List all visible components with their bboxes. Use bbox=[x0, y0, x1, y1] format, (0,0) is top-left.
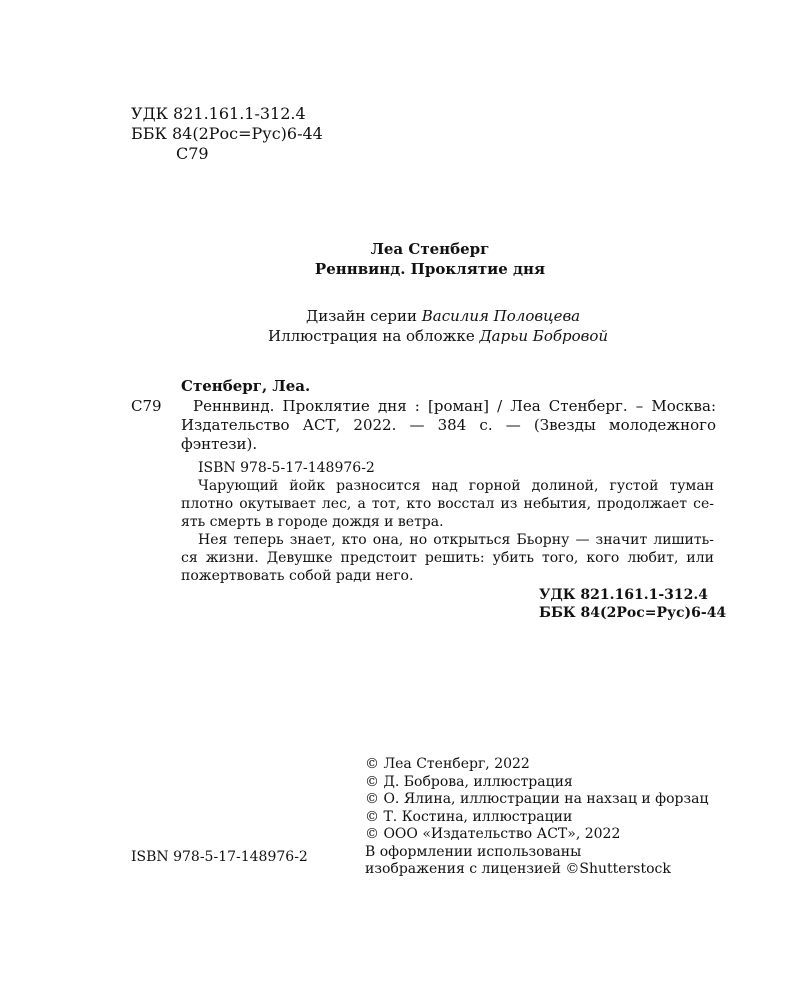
annotation-paragraph-1 bbox=[181, 477, 714, 531]
catalog-isbn: ISBN 978-5-17-148976-2 bbox=[198, 460, 375, 476]
copyright-line: © Т. Костина, иллюстрации bbox=[365, 808, 573, 825]
annotation-line: пожертвовать собой ради него. bbox=[181, 568, 414, 584]
author-mark-top: С79 bbox=[176, 144, 209, 163]
cover-illustration-prefix: Иллюстрация на обложке bbox=[268, 327, 480, 345]
copyright-line: © Леа Стенберг, 2022 bbox=[365, 756, 530, 772]
catalog-heading: Стенберг, Леа. bbox=[181, 377, 311, 395]
annotation-line: Нея теперь знает, кто она, но открыться Бьорну — значит лишить- bbox=[198, 532, 714, 548]
book-author: Леа Стенберг bbox=[370, 240, 490, 258]
book-title: Реннвинд. Проклятие дня bbox=[314, 260, 546, 278]
annotation-paragraph-2 bbox=[181, 531, 714, 585]
annotation-line: ся жизни. Девушке предстоит решить: убить того, кого любит, или bbox=[181, 550, 714, 566]
series-design-credit bbox=[306, 307, 580, 326]
isbn-bottom: ISBN 978-5-17-148976-2 bbox=[131, 849, 308, 865]
catalog-description-line: Реннвинд. Проклятие дня : [роман] / Леа Стенберг. – Москва: bbox=[193, 397, 716, 415]
catalog-description bbox=[181, 397, 716, 454]
series-design-prefix: Дизайн серии bbox=[306, 307, 422, 325]
annotation-line: ять смерть в городе дождя и ветра. bbox=[181, 514, 444, 530]
copyright-line: В оформлении использованы bbox=[365, 843, 582, 860]
bbk-code-top: ББК 84(2Рос=Рус)6-44 bbox=[131, 124, 323, 143]
series-designer-name: Василия Половцева bbox=[421, 307, 581, 325]
copyright-line: © Д. Боброва, иллюстрация bbox=[365, 773, 573, 790]
copyright-block bbox=[365, 756, 745, 879]
bbk-code-bottom: ББК 84(2Рос=Рус)6-44 bbox=[539, 605, 727, 621]
annotation-line: Чарующий йойк разносится над горной долиной, густой туман bbox=[198, 478, 714, 494]
copyright-line: © ООО «Издательство АСТ», 2022 bbox=[365, 826, 621, 842]
catalog-description-line: фэнтези). bbox=[181, 435, 258, 453]
catalog-description-line: Издательство АСТ, 2022. — 384 с. — (Звезды молодежного bbox=[181, 416, 716, 434]
copyright-line: © О. Ялина, иллюстрации на нахзац и форзац bbox=[365, 791, 709, 807]
cover-illustrator-name: Дарьи Бобровой bbox=[479, 327, 609, 345]
udk-code-bottom: УДК 821.161.1-312.4 bbox=[539, 587, 709, 603]
annotation-line: плотно окутывает лес, а тот, кто восстал из небытия, продолжает се- bbox=[181, 496, 714, 512]
copyright-line: изображения с лицензией ©Shutterstock bbox=[365, 861, 671, 877]
catalog-mark: С79 bbox=[131, 397, 162, 415]
udk-code-top: УДК 821.161.1-312.4 bbox=[131, 104, 306, 123]
cover-illustration-credit bbox=[268, 327, 608, 346]
